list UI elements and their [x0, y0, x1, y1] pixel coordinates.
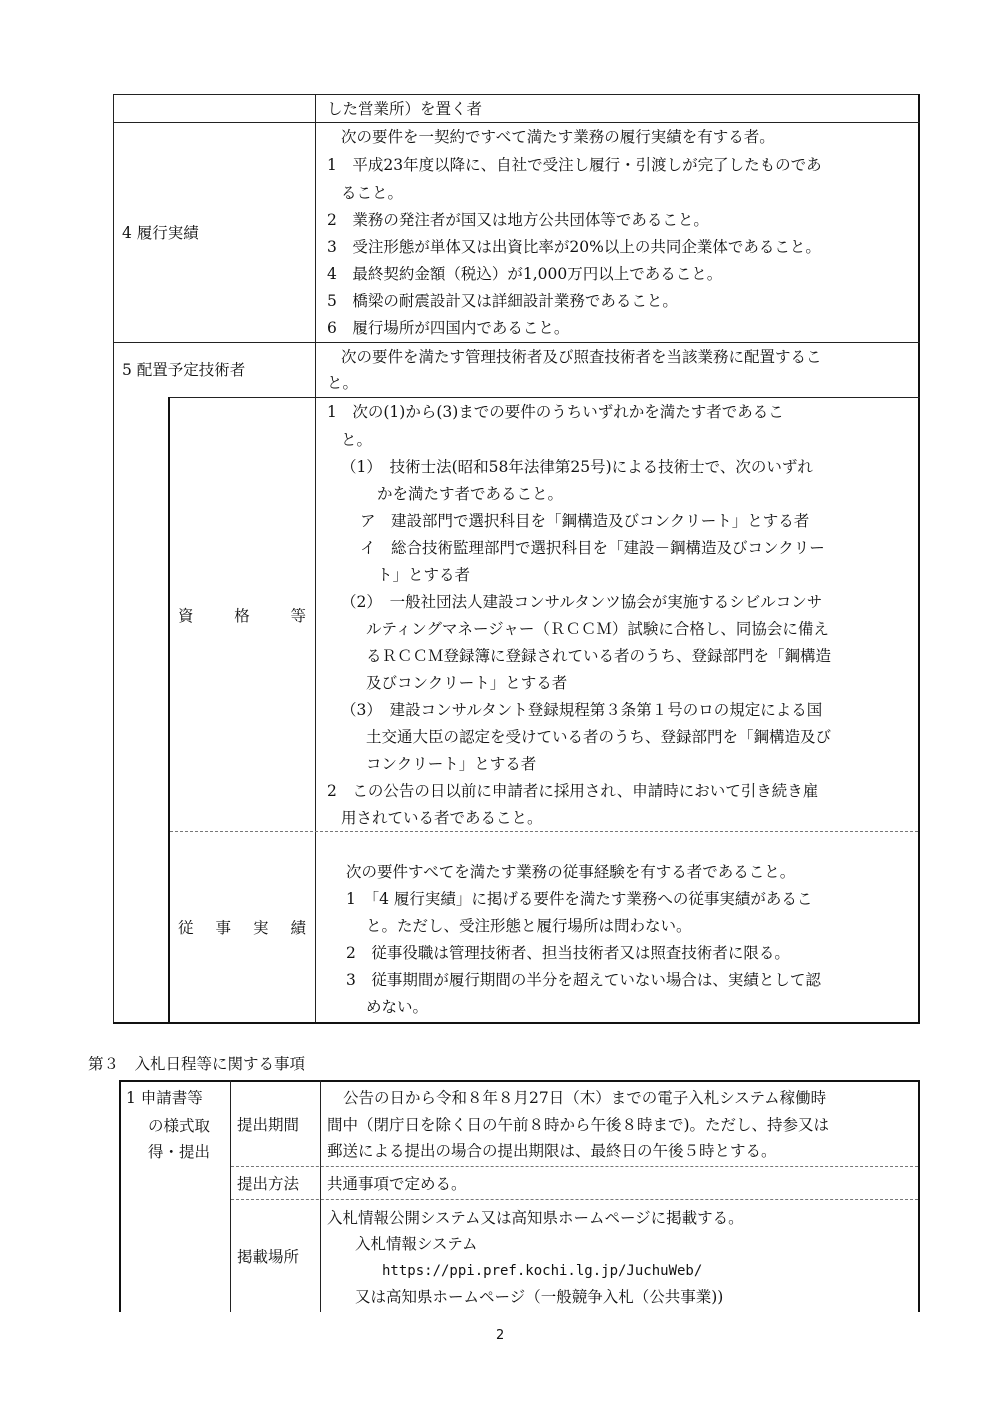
label-char: 従	[178, 919, 194, 937]
text-line: 次の要件を一契約ですべて満たす業務の履行実績を有する者。	[341, 128, 775, 146]
label-char: 格	[234, 607, 250, 625]
label-char: 績	[290, 919, 306, 937]
text-line: イ 総合技術監理部門で選択科目を「建設－鋼構造及びコンクリー	[360, 539, 825, 557]
continued-text: した営業所）を置く者	[327, 100, 483, 118]
text-line: （1） 技術士法(昭和58年法律第25号)による技術士で、次のいずれ	[341, 458, 813, 476]
row-label-period: 提出期間	[237, 1116, 300, 1134]
text-line: ト」とする者	[377, 566, 471, 584]
section-heading: 第３ 入札日程等に関する事項	[88, 1055, 306, 1073]
row-label-performance: 4 履行実績	[122, 224, 199, 242]
text-line: 間中（閉庁日を除く日の午前８時から午後８時まで)。ただし、持参又は	[327, 1116, 830, 1134]
label-char: 実	[252, 919, 269, 937]
text-line: と。	[327, 374, 359, 392]
text-line: 6 履行場所が四国内であること。	[327, 319, 570, 337]
text-line: 次の要件を満たす管理技術者及び照査技術者を当該業務に配置するこ	[341, 348, 822, 366]
text-line: 用されている者であること。	[341, 809, 543, 827]
label-line: 1 申請書等	[126, 1089, 203, 1107]
text-line: （3） 建設コンサルタント登録規程第３条第１号のロの規定による国	[341, 701, 823, 719]
text-line: 及びコンクリート」とする者	[366, 674, 568, 692]
experience-label	[178, 918, 306, 938]
text-line: 3 従事期間が履行期間の半分を超えていない場合は、実績として認	[346, 971, 821, 989]
text-line: 1 「4 履行実績」に掲げる要件を満たす業務への従事実績があるこ	[346, 890, 813, 908]
text-line: 入札情報公開システム又は高知県ホームページに掲載する。	[327, 1209, 744, 1227]
text-line: 2 業務の発注者が国又は地方公共団体等であること。	[327, 211, 709, 229]
text-line: 公告の日から令和８年８月27日（木）までの電子入札システム稼働時	[343, 1089, 827, 1107]
text-line: （2） 一般社団法人建設コンサルタンツ協会が実施するシビルコンサ	[341, 593, 823, 611]
label-char: 等	[290, 607, 306, 625]
method-text: 共通事項で定める。	[327, 1175, 467, 1193]
text-line: るＲＣＣＭ登録簿に登録されている者のうち、登録部門を「鋼構造	[366, 647, 832, 665]
text-line: 2 この公告の日以前に申請者に採用され、申請時において引き続き雇	[327, 782, 819, 800]
label-line: の様式取	[148, 1117, 211, 1135]
text-line: 土交通大臣の認定を受けている者のうち、登録部門を「鋼構造及び	[366, 728, 832, 746]
text-line: めない。	[366, 998, 429, 1016]
text-line: と。ただし、受注形態と履行場所は問わない。	[366, 917, 692, 935]
label-char: 資	[178, 607, 194, 625]
text-line: 又は高知県ホームページ（一般競争入札（公共事業))	[355, 1288, 724, 1306]
row-label-engineer: 5 配置予定技術者	[122, 361, 246, 379]
text-line: と。	[341, 431, 373, 449]
text-line: ア 建設部門で選択科目を「鋼構造及びコンクリート」とする者	[360, 512, 810, 530]
text-line: ルティングマネージャー（ＲＣＣＭ）試験に合格し、同協会に備え	[366, 620, 829, 638]
text-line: 4 最終契約金額（税込）が1,000万円以上であること。	[327, 265, 723, 283]
text-line: ること。	[341, 184, 404, 202]
label-line: 得・提出	[148, 1143, 211, 1161]
text-line: かを満たす者であること。	[377, 485, 564, 503]
page-number: 2	[496, 1328, 505, 1343]
text-line: 2 従事役職は管理技術者、担当技術者又は照査技術者に限る。	[346, 944, 790, 962]
qualification-label	[178, 606, 306, 626]
url-text[interactable]: https://ppi.pref.kochi.lg.jp/JuchuWeb/	[382, 1263, 703, 1279]
text-line: 5 橋梁の耐震設計又は詳細設計業務であること。	[327, 292, 678, 310]
text-line: 1 平成23年度以降に、自社で受注し履行・引渡しが完了したものであ	[327, 156, 822, 174]
text-line: 3 受注形態が単体又は出資比率が20%以上の共同企業体であること。	[327, 238, 821, 256]
text-line: 入札情報システム	[355, 1235, 478, 1253]
row-label-method: 提出方法	[237, 1175, 300, 1193]
text-line: 郵送による提出の場合の提出期限は、最終日の午後５時とする。	[327, 1142, 777, 1160]
row-label-location: 掲載場所	[237, 1248, 300, 1266]
text-line: コンクリート」とする者	[366, 755, 537, 773]
text-line: 次の要件すべてを満たす業務の従事経験を有する者であること。	[346, 863, 796, 881]
label-char: 事	[215, 919, 231, 937]
text-line: 1 次の(1)から(3)までの要件のうちいずれかを満たす者であるこ	[327, 403, 784, 421]
